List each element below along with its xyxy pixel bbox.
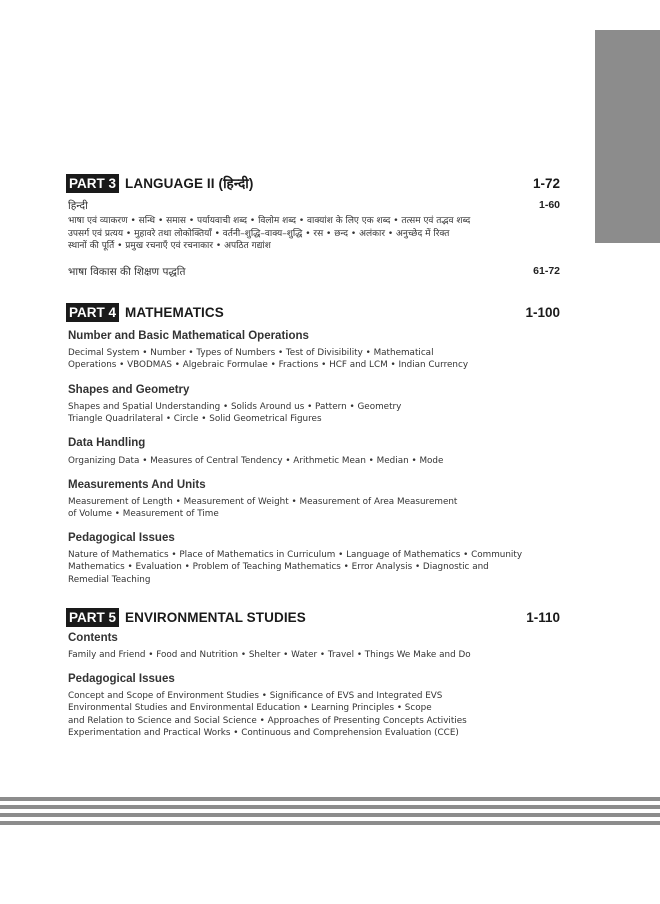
topic-line: Triangle Quadrilateral • Circle • Solid Geometrical Figures (68, 414, 322, 425)
section-heading: Data Handling (68, 437, 146, 449)
section-heading: Pedagogical Issues (68, 673, 175, 685)
part3-title: LANGUAGE II (हिन्दी) (125, 176, 254, 191)
part4-title: MATHEMATICS (125, 304, 224, 320)
part4-tag: PART 4 (66, 303, 119, 322)
topic-line: Measurement of Length • Measurement of Weight • Measurement of Area Measurement (68, 497, 458, 507)
part3-header (66, 173, 560, 193)
footer-stripe (0, 805, 660, 809)
part4-pages: 1-100 (525, 304, 560, 320)
topic-line: Decimal System • Number • Types of Numbers • Test of Divisibility • Mathematical (68, 348, 434, 358)
side-tab (595, 30, 660, 243)
topic-line: and Relation to Science and Social Science • Approaches of Presenting Concepts Activities (68, 715, 467, 726)
part5-pages: 1-110 (526, 609, 560, 625)
hindi-topics-line: उपसर्ग एवं प्रत्यय • मुहावरे तथा लोकोक्तियाँ • वर्तनी–शुद्धि–वाक्य–शुद्धि • रस • छन्द • अलंकार • अनुच्छेद में रिक्त (68, 228, 450, 239)
hindi-heading: हिन्दी (68, 200, 88, 212)
hindi-pages: 1-60 (538, 199, 560, 211)
hindi-topics-line: स्थानों की पूर्ति • प्रमुख रचनाएँ एवं रचनाकार • अपठित गद्यांश (68, 241, 271, 252)
topic-line: Family and Friend • Food and Nutrition • Shelter • Water • Travel • Things We Make and Do (68, 650, 471, 660)
topic-line: Nature of Mathematics • Place of Mathematics in Curriculum • Language of Mathematics • Community (68, 550, 523, 560)
part5-tag: PART 5 (66, 608, 119, 627)
footer-stripe (0, 797, 660, 801)
hindi-topics (68, 215, 538, 253)
section-heading: Number and Basic Mathematical Operations (68, 330, 309, 342)
part3-tag: PART 3 (66, 174, 119, 193)
topic-line: of Volume • Measurement of Time (68, 509, 219, 520)
hindi-pedagogy: भाषा विकास की शिक्षण पद्धति (68, 266, 186, 278)
section-topics (68, 690, 538, 740)
section-topics (68, 455, 538, 467)
topic-line: Shapes and Spatial Understanding • Solids Around us • Pattern • Geometry (68, 402, 402, 412)
hindi-row (68, 199, 560, 213)
topic-line: Concept and Scope of Environment Studies • Significance of EVS and Integrated EVS (68, 691, 443, 701)
hindi-pedagogy-row (68, 265, 560, 279)
part4-header (66, 302, 560, 322)
section-heading: Measurements And Units (68, 479, 206, 491)
topic-line: Organizing Data • Measures of Central Tendency • Arithmetic Mean • Median • Mode (68, 456, 444, 466)
footer-stripe (0, 813, 660, 817)
topic-line: Remedial Teaching (68, 574, 151, 585)
section-heading: Contents (68, 632, 118, 644)
section-topics (68, 649, 538, 661)
part3-pages: 1-72 (532, 175, 560, 191)
section-heading: Shapes and Geometry (68, 384, 190, 396)
topic-line: Mathematics • Evaluation • Problem of Teaching Mathematics • Error Analysis • Diagnostic and (68, 562, 489, 573)
section-topics (68, 549, 538, 586)
topic-line: Experimentation and Practical Works • Continuous and Comprehension Evaluation (CCE) (68, 728, 459, 739)
part5-title: ENVIRONMENTAL STUDIES (125, 609, 306, 625)
section-topics (68, 496, 538, 521)
section-heading: Pedagogical Issues (68, 532, 175, 544)
topic-line: Environmental Studies and Environmental Education • Learning Principles • Scope (68, 703, 432, 714)
hindi-pedagogy-pages: 61-72 (533, 265, 560, 277)
part5-header (66, 607, 560, 627)
hindi-topics-line: भाषा एवं व्याकरण • सन्धि • समास • पर्यायवाची शब्द • विलोम शब्द • वाक्यांश के लिए एक शब्द • तत्सम एवं तद्भव शब्द (68, 216, 471, 226)
section-topics (68, 401, 538, 426)
section-topics (68, 347, 538, 372)
topic-line: Operations • VBODMAS • Algebraic Formulae • Fractions • HCF and LCM • Indian Currency (68, 360, 469, 371)
footer-stripe (0, 821, 660, 825)
